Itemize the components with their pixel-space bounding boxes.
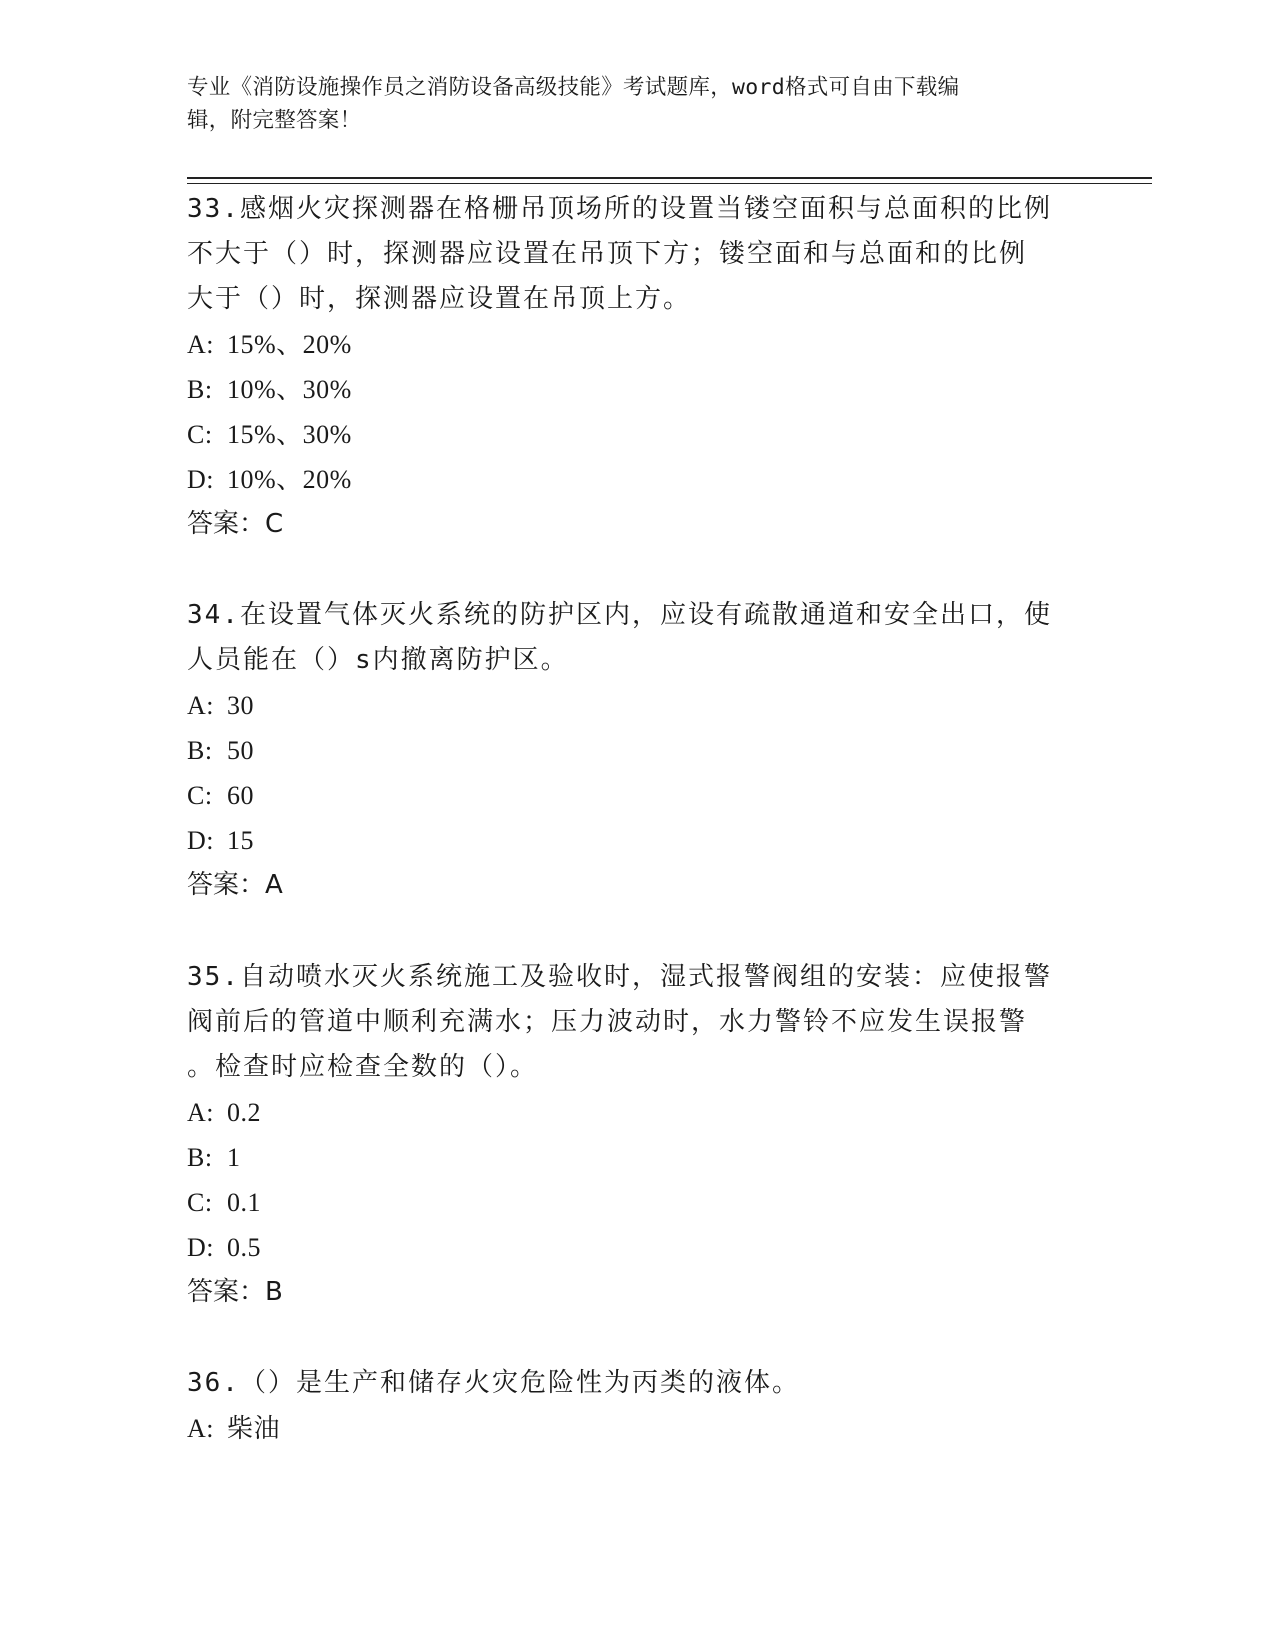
option-text: 0.1 <box>227 1188 261 1217</box>
option-text: 15%、20% <box>227 330 352 359</box>
question-33 <box>187 187 1087 547</box>
option-c <box>187 412 1087 457</box>
option-b <box>187 728 1087 773</box>
header-line-1: 专业《消防设施操作员之消防设备高级技能》考试题库，word格式可自由下载编 <box>187 75 960 100</box>
answer: 答案：C <box>187 509 284 539</box>
option-text: 0.2 <box>227 1098 261 1127</box>
question-36 <box>187 1361 1087 1451</box>
option-text: 10%、20% <box>227 465 352 494</box>
option-c <box>187 1180 1087 1225</box>
option-key: B: <box>187 736 213 765</box>
option-key: B: <box>187 1143 213 1172</box>
question-stem <box>187 593 1087 683</box>
option-text: 0.5 <box>227 1233 261 1262</box>
option-text: 60 <box>227 781 254 810</box>
stem-line: 人员能在（）s内撤离防护区。 <box>187 645 569 675</box>
stem-line: 阀前后的管道中顺利充满水；压力波动时，水力警铃不应发生误报警 <box>187 1007 1028 1037</box>
stem-line: 不大于（）时，探测器应设置在吊顶下方；镂空面和与总面和的比例 <box>187 239 1028 269</box>
question-stem <box>187 187 1087 322</box>
option-a <box>187 683 1087 728</box>
answer: 答案：B <box>187 1277 283 1307</box>
option-key: C: <box>187 420 213 449</box>
option-key: D: <box>187 1233 214 1262</box>
header-divider-thin <box>187 183 1152 184</box>
option-c <box>187 773 1087 818</box>
option-key: D: <box>187 465 214 494</box>
option-key: C: <box>187 1188 213 1217</box>
question-stem <box>187 955 1087 1090</box>
option-key: A: <box>187 330 214 359</box>
stem-line: 33.感烟火灾探测器在格栅吊顶场所的设置当镂空面积与总面积的比例 <box>187 194 1052 224</box>
option-key: B: <box>187 375 213 404</box>
option-key: A: <box>187 1098 214 1127</box>
stem-line: 。检查时应检查全数的（）。 <box>187 1052 539 1082</box>
option-d <box>187 818 1087 863</box>
option-text: 50 <box>227 736 254 765</box>
option-key: D: <box>187 826 214 855</box>
option-key: C: <box>187 781 213 810</box>
option-d <box>187 1225 1087 1270</box>
option-b <box>187 367 1087 412</box>
header-line-2: 辑，附完整答案！ <box>187 108 362 133</box>
option-text: 10%、30% <box>227 375 352 404</box>
option-key: A: <box>187 691 214 720</box>
option-key: A: <box>187 1414 214 1443</box>
document-header <box>187 71 1067 137</box>
stem-line: 36.（）是生产和储存火灾危险性为丙类的液体。 <box>187 1368 800 1398</box>
option-a <box>187 322 1087 367</box>
question-35 <box>187 955 1087 1315</box>
option-d <box>187 457 1087 502</box>
stem-line: 大于（）时，探测器应设置在吊顶上方。 <box>187 284 692 314</box>
answer: 答案：A <box>187 870 283 900</box>
question-34 <box>187 593 1087 908</box>
option-a <box>187 1090 1087 1135</box>
option-text: 柴油 <box>227 1414 281 1443</box>
option-text: 15 <box>227 826 254 855</box>
stem-line: 34.在设置气体灭火系统的防护区内，应设有疏散通道和安全出口，使 <box>187 600 1052 630</box>
option-text: 1 <box>227 1143 241 1172</box>
option-text: 15%、30% <box>227 420 352 449</box>
stem-line: 35.自动喷水灭火系统施工及验收时，湿式报警阀组的安装：应使报警 <box>187 962 1052 992</box>
header-divider-thick <box>187 177 1152 179</box>
option-text: 30 <box>227 691 254 720</box>
option-a <box>187 1406 1087 1451</box>
option-b <box>187 1135 1087 1180</box>
question-stem <box>187 1361 1087 1406</box>
